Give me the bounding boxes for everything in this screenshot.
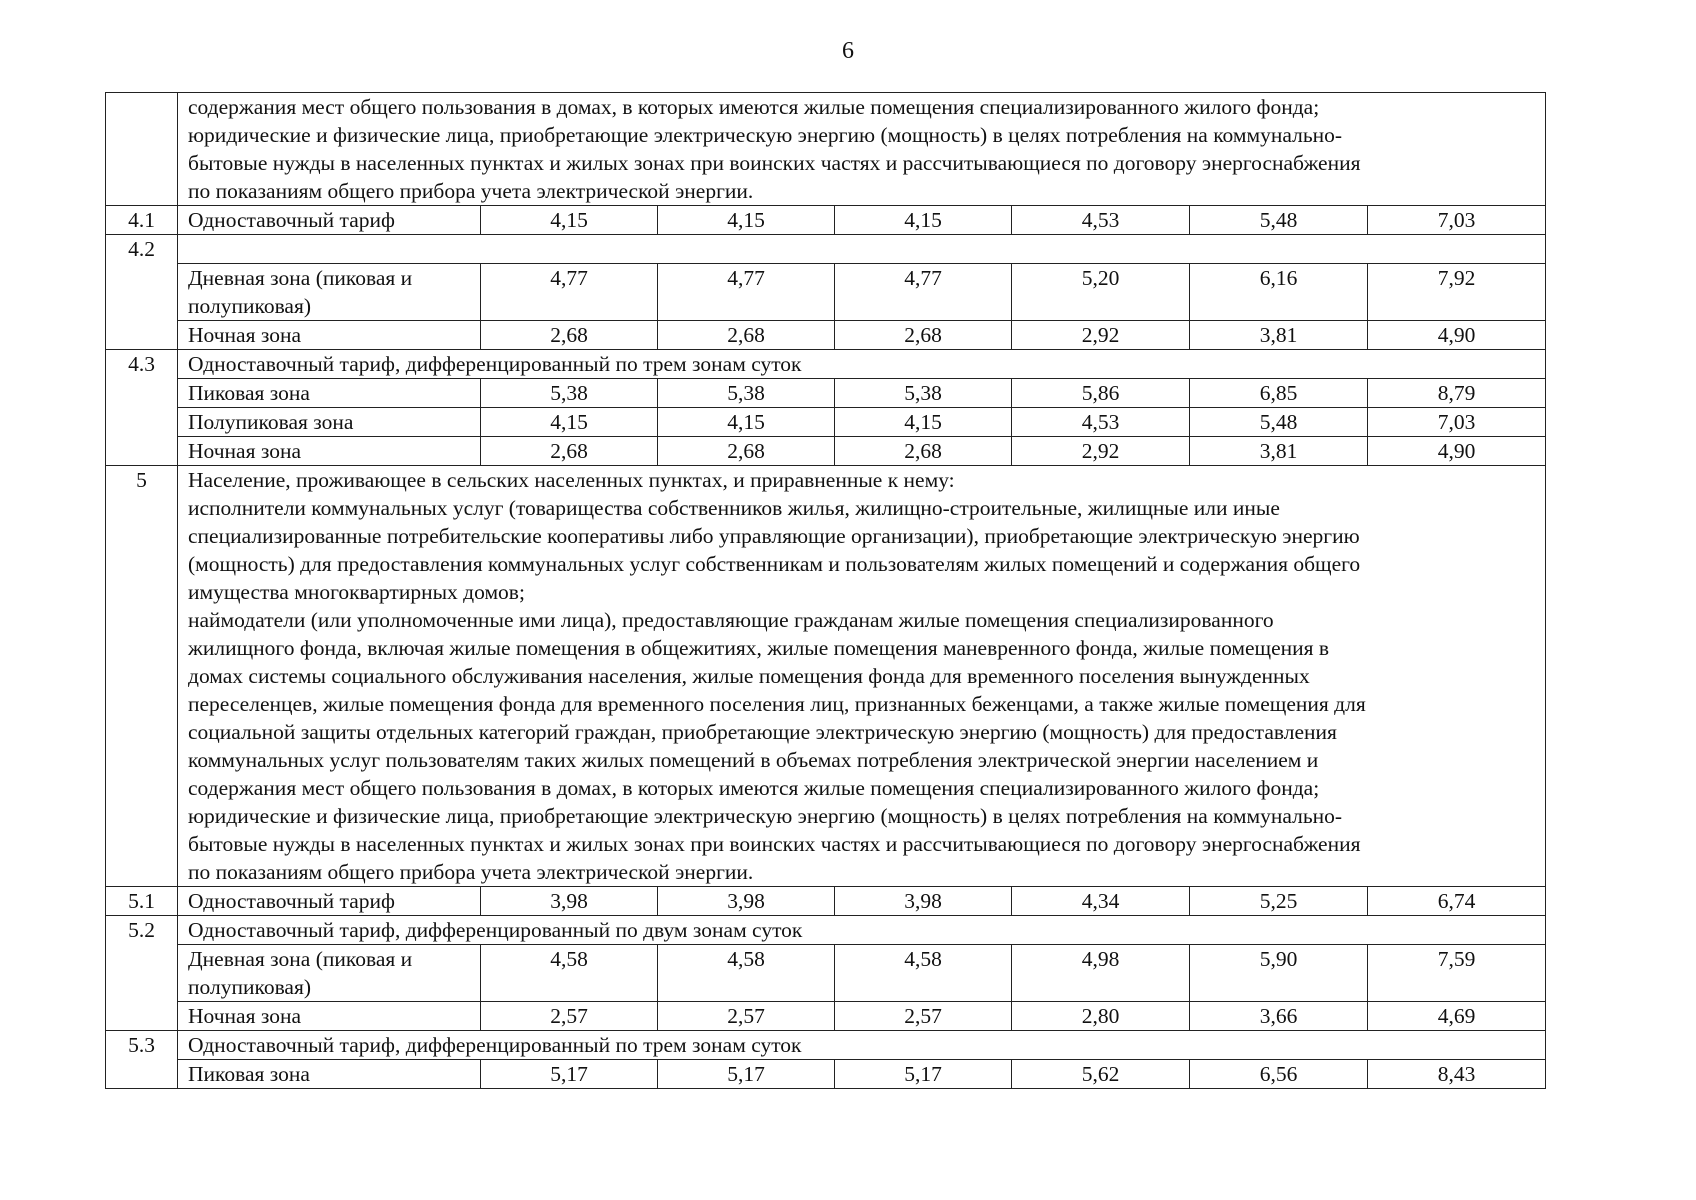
- tariff-label: Ночная зона: [178, 437, 481, 466]
- tariff-value: 2,68: [658, 321, 835, 350]
- tariff-value: 5,20: [1012, 264, 1190, 321]
- tariff-label: Дневная зона (пиковая и полупиковая): [178, 264, 481, 321]
- table-row: [106, 264, 1546, 321]
- table-row: [106, 916, 1546, 945]
- tariff-group-label: Одноставочный тариф, дифференцированный по трем зонам суток: [178, 1031, 1546, 1060]
- table-row: [106, 1002, 1546, 1031]
- tariff-value: 4,15: [835, 408, 1012, 437]
- tariff-group-label: Одноставочный тариф, дифференцированный по трем зонам суток: [178, 350, 1546, 379]
- tariff-value: 5,48: [1190, 206, 1368, 235]
- row-number-cell: [106, 93, 178, 206]
- row-number: 4.1: [106, 206, 178, 235]
- tariff-value: 4,58: [835, 945, 1012, 1002]
- tariff-label: Полупиковая зона: [178, 408, 481, 437]
- tariff-value: 4,77: [835, 264, 1012, 321]
- tariff-value: 2,92: [1012, 321, 1190, 350]
- tariff-label: Пиковая зона: [178, 379, 481, 408]
- table-row: [106, 93, 1546, 206]
- table-row: [106, 945, 1546, 1002]
- tariff-value: 3,81: [1190, 437, 1368, 466]
- tariff-value: 5,62: [1012, 1060, 1190, 1089]
- tariff-group-label: [178, 235, 1546, 264]
- page-number: 6: [842, 38, 854, 64]
- tariff-value: 2,57: [481, 1002, 658, 1031]
- tariff-value: 5,17: [658, 1060, 835, 1089]
- tariff-value: 4,77: [658, 264, 835, 321]
- table-row: [106, 408, 1546, 437]
- tariff-value: 8,79: [1368, 379, 1546, 408]
- table-row: [106, 466, 1546, 887]
- tariff-value: 2,68: [835, 321, 1012, 350]
- tariff-value: 4,53: [1012, 408, 1190, 437]
- tariff-value: 8,43: [1368, 1060, 1546, 1089]
- tariff-value: 2,68: [481, 437, 658, 466]
- table-row: [106, 321, 1546, 350]
- tariff-value: 7,03: [1368, 206, 1546, 235]
- tariff-value: 4,53: [1012, 206, 1190, 235]
- tariff-value: 5,25: [1190, 887, 1368, 916]
- tariff-value: 5,17: [481, 1060, 658, 1089]
- tariff-value: 2,68: [658, 437, 835, 466]
- tariff-value: 4,15: [835, 206, 1012, 235]
- tariff-value: 4,15: [481, 206, 658, 235]
- category-description: содержания мест общего пользования в домах, в которых имеются жилые помещения специализированного жилого фонда; юридические и физические лица, приобретающие электрическую энергию (мощность) в целях потребления на коммунально- бытовые нужды в населенных пунктах и жилых зонах при воинских частях и рассчитывающиеся по договору энергоснабжения по показаниям общего прибора учета электрической энергии.: [178, 93, 1546, 206]
- tariff-value: 6,16: [1190, 264, 1368, 321]
- tariff-value: 5,38: [481, 379, 658, 408]
- tariff-value: 2,80: [1012, 1002, 1190, 1031]
- tariff-value: 4,58: [481, 945, 658, 1002]
- table-row: [106, 206, 1546, 235]
- tariff-value: 4,69: [1368, 1002, 1546, 1031]
- tariff-value: 4,98: [1012, 945, 1190, 1002]
- tariff-value: 6,85: [1190, 379, 1368, 408]
- tariff-value: 3,66: [1190, 1002, 1368, 1031]
- tariff-value: 4,77: [481, 264, 658, 321]
- tariff-label: Ночная зона: [178, 1002, 481, 1031]
- tariff-value: 4,58: [658, 945, 835, 1002]
- tariff-value: 7,59: [1368, 945, 1546, 1002]
- tariff-value: 5,38: [658, 379, 835, 408]
- tariff-value: 3,98: [658, 887, 835, 916]
- tariff-value: 4,15: [658, 408, 835, 437]
- row-number: 4.3: [106, 350, 178, 466]
- tariff-value: 4,90: [1368, 437, 1546, 466]
- row-number: 5.3: [106, 1031, 178, 1089]
- tariff-label: Дневная зона (пиковая и полупиковая): [178, 945, 481, 1002]
- table-row: [106, 887, 1546, 916]
- row-number: 5.1: [106, 887, 178, 916]
- tariff-value: 2,68: [481, 321, 658, 350]
- tariff-value: 3,98: [835, 887, 1012, 916]
- tariff-value: 4,15: [481, 408, 658, 437]
- row-number: 5.2: [106, 916, 178, 1031]
- tariff-table: [105, 92, 1546, 1089]
- tariff-value: 5,38: [835, 379, 1012, 408]
- tariff-value: 7,92: [1368, 264, 1546, 321]
- tariff-label: Одноставочный тариф: [178, 887, 481, 916]
- tariff-value: 5,86: [1012, 379, 1190, 408]
- tariff-value: 4,34: [1012, 887, 1190, 916]
- table-row: [106, 235, 1546, 264]
- tariff-value: 2,92: [1012, 437, 1190, 466]
- tariff-group-label: Одноставочный тариф, дифференцированный по двум зонам суток: [178, 916, 1546, 945]
- category-description: Население, проживающее в сельских населенных пунктах, и приравненные к нему: исполнители коммунальных услуг (товарищества собственников жилья, жилищно-строительные, жилищные или иные специализированные потребительские кооперативы либо управляющие организации), приобретающие электрическую энергию (мощность) для предоставления коммунальных услуг собственникам и пользователям жилых помещений и содержания общего имущества многоквартирных домов; наймодатели (или уполномоченные ими лица), предоставляющие гражданам жилые помещения специализированного жилищного фонда, включая жилые помещения в общежитиях, жилые помещения маневренного фонда, жилые помещения в домах системы социального обслуживания населения, жилые помещения фонда для временного поселения вынужденных переселенцев, жилые помещения фонда для временного поселения лиц, признанных беженцами, а также жилые помещения для социальной защиты отдельных категорий граждан, приобретающие электрическую энергию (мощность) для предоставления коммунальных услуг пользователям таких жилых помещений в объемах потребления электрической энергии населением и содержания мест общего пользования в домах, в которых имеются жилые помещения специализированного жилого фонда; юридические и физические лица, приобретающие электрическую энергию (мощность) в целях потребления на коммунально- бытовые нужды в населенных пунктах и жилых зонах при воинских частях и рассчитывающиеся по договору энергоснабжения по показаниям общего прибора учета электрической энергии.: [178, 466, 1546, 887]
- tariff-value: 6,56: [1190, 1060, 1368, 1089]
- table-row: [106, 437, 1546, 466]
- tariff-value: 3,81: [1190, 321, 1368, 350]
- tariff-value: 5,90: [1190, 945, 1368, 1002]
- tariff-value: 4,90: [1368, 321, 1546, 350]
- table-row: [106, 1031, 1546, 1060]
- tariff-label: Ночная зона: [178, 321, 481, 350]
- tariff-value: 3,98: [481, 887, 658, 916]
- tariff-value: 5,48: [1190, 408, 1368, 437]
- row-number: 4.2: [106, 235, 178, 350]
- tariff-value: 5,17: [835, 1060, 1012, 1089]
- table-row: [106, 379, 1546, 408]
- table-row: [106, 350, 1546, 379]
- table-row: [106, 1060, 1546, 1089]
- tariff-value: 4,15: [658, 206, 835, 235]
- tariff-label: Пиковая зона: [178, 1060, 481, 1089]
- row-number: 5: [106, 466, 178, 887]
- tariff-value: 7,03: [1368, 408, 1546, 437]
- tariff-label: Одноставочный тариф: [178, 206, 481, 235]
- tariff-value: 2,57: [835, 1002, 1012, 1031]
- tariff-value: 6,74: [1368, 887, 1546, 916]
- tariff-value: 2,68: [835, 437, 1012, 466]
- tariff-value: 2,57: [658, 1002, 835, 1031]
